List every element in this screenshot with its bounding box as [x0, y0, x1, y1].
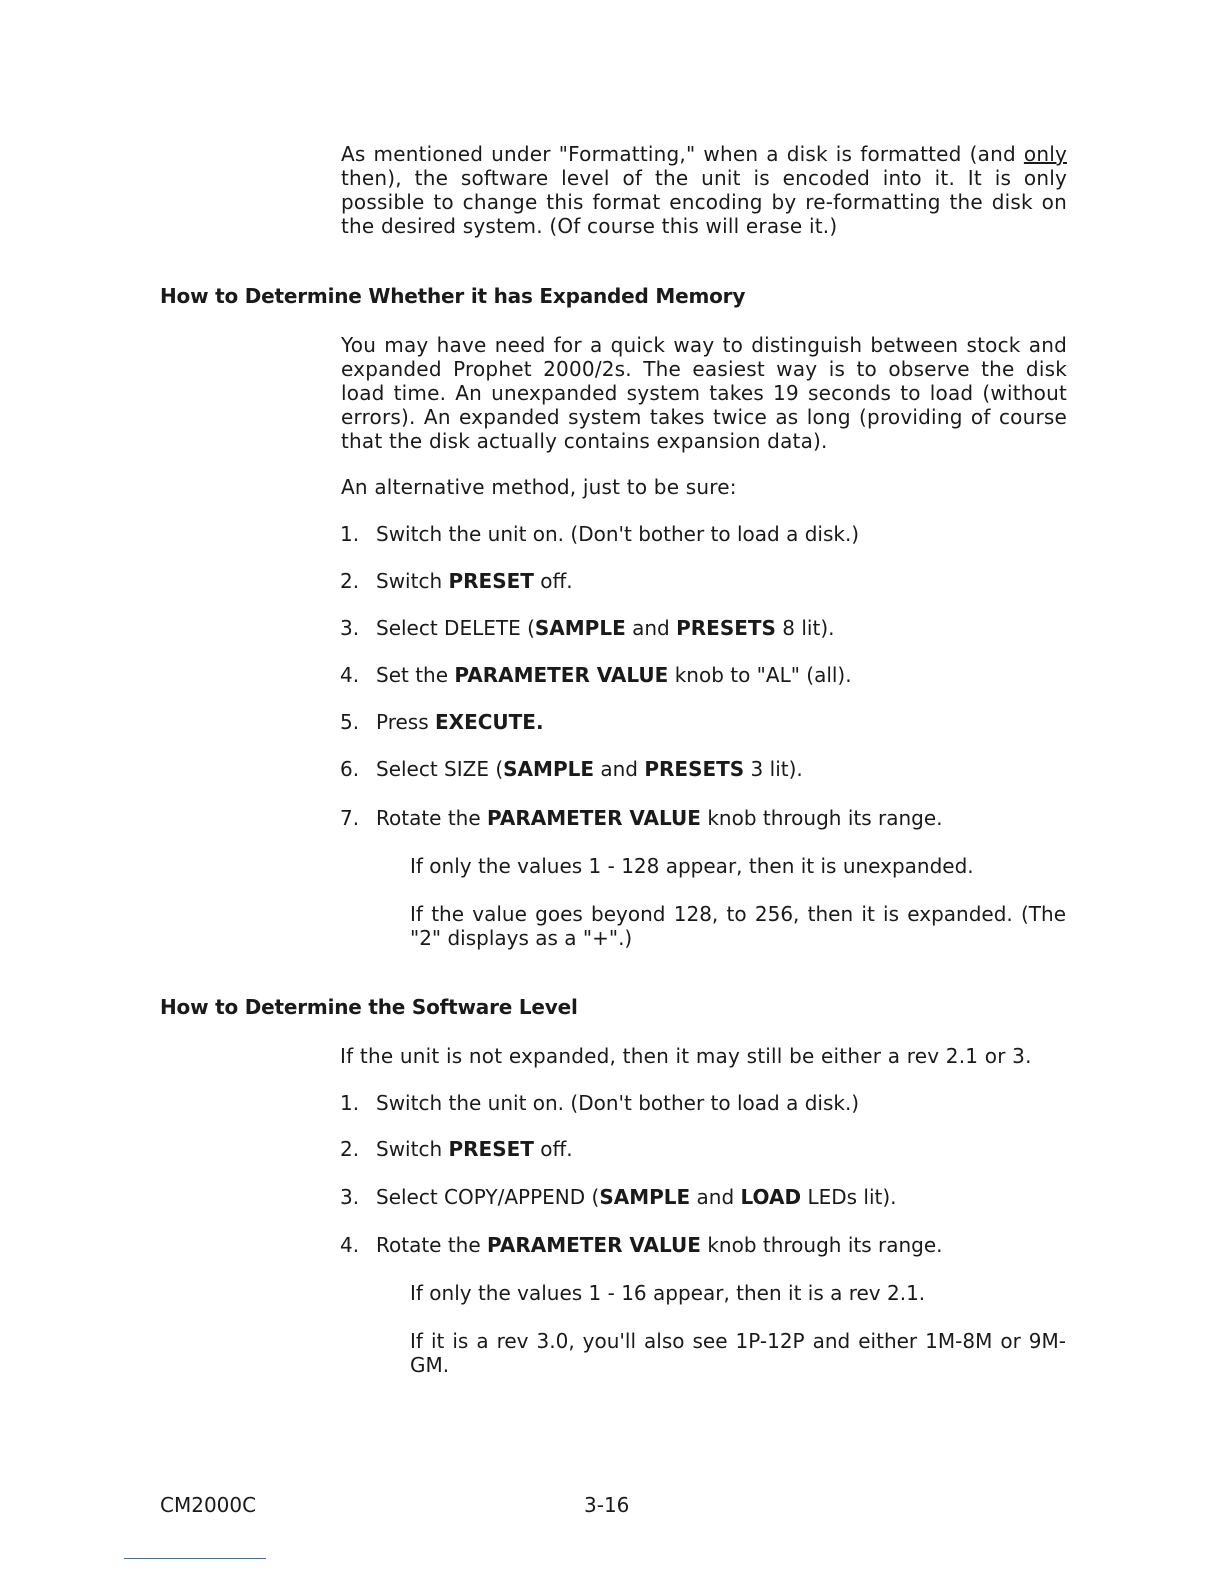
- s1-result-expanded: If the value goes beyond 128, to 256, then it is expanded. (The "2" displays as a "+".): [410, 902, 1066, 950]
- s2-step-3: 3. Select COPY/APPEND (SAMPLE and LOAD LEDs lit).: [340, 1185, 897, 1209]
- s2-step-2: 2. Switch PRESET off.: [340, 1137, 573, 1161]
- alternative-method-paragraph: An alternative method, just to be sure:: [341, 475, 737, 499]
- section-heading-expanded-memory: How to Determine Whether it has Expanded Memory: [160, 284, 746, 308]
- s2-step-1: 1. Switch the unit on. (Don't bother to load a disk.): [340, 1091, 860, 1115]
- footer-rule: [124, 1558, 266, 1559]
- intro-text-start: As mentioned under "Formatting," when a disk is formatted (and: [341, 142, 1024, 166]
- s2-step-4: 4. Rotate the PARAMETER VALUE knob through its range.: [340, 1233, 943, 1257]
- intro-paragraph: [341, 142, 1067, 238]
- s2-result-rev30: If it is a rev 3.0, you'll also see 1P-12P and either 1M-8M or 9M-GM.: [410, 1329, 1066, 1377]
- footer-doc-code: CM2000C: [160, 1493, 257, 1517]
- s1-step-6: 6. Select SIZE (SAMPLE and PRESETS 3 lit).: [340, 757, 803, 781]
- intro-text-end: then), the software level of the unit is encoded into it. It is only possible to change this format encoding by re-formatting the disk on the desired system. (Of course this will erase it.): [341, 166, 1067, 238]
- s1-step-5: 5. Press EXECUTE.: [340, 710, 544, 734]
- footer-page-number: 3-16: [584, 1493, 630, 1517]
- intro-underlined-only: only: [1023, 142, 1067, 166]
- section-heading-software-level: How to Determine the Software Level: [160, 995, 578, 1019]
- expanded-memory-paragraph: You may have need for a quick way to distinguish between stock and expanded Prophet 2000/2s. The easiest way is to observe the disk load time. An unexpanded system takes 19 seconds to load (without errors). An expanded system takes twice as long (providing of course that the disk actually contains expansion data).: [341, 333, 1067, 453]
- s1-step-3: 3. Select DELETE (SAMPLE and PRESETS 8 lit).: [340, 616, 835, 640]
- s2-result-rev21: If only the values 1 - 16 appear, then it is a rev 2.1.: [410, 1281, 926, 1305]
- s1-step-2: 2. Switch PRESET off.: [340, 569, 573, 593]
- s1-result-unexpanded: If only the values 1 - 128 appear, then it is unexpanded.: [410, 854, 974, 878]
- s1-step-4: 4. Set the PARAMETER VALUE knob to "AL" (all).: [340, 663, 852, 687]
- s1-step-7: 7. Rotate the PARAMETER VALUE knob through its range.: [340, 806, 943, 830]
- s1-step-1: 1. Switch the unit on. (Don't bother to load a disk.): [340, 522, 860, 546]
- software-level-paragraph: If the unit is not expanded, then it may still be either a rev 2.1 or 3.: [340, 1044, 1032, 1068]
